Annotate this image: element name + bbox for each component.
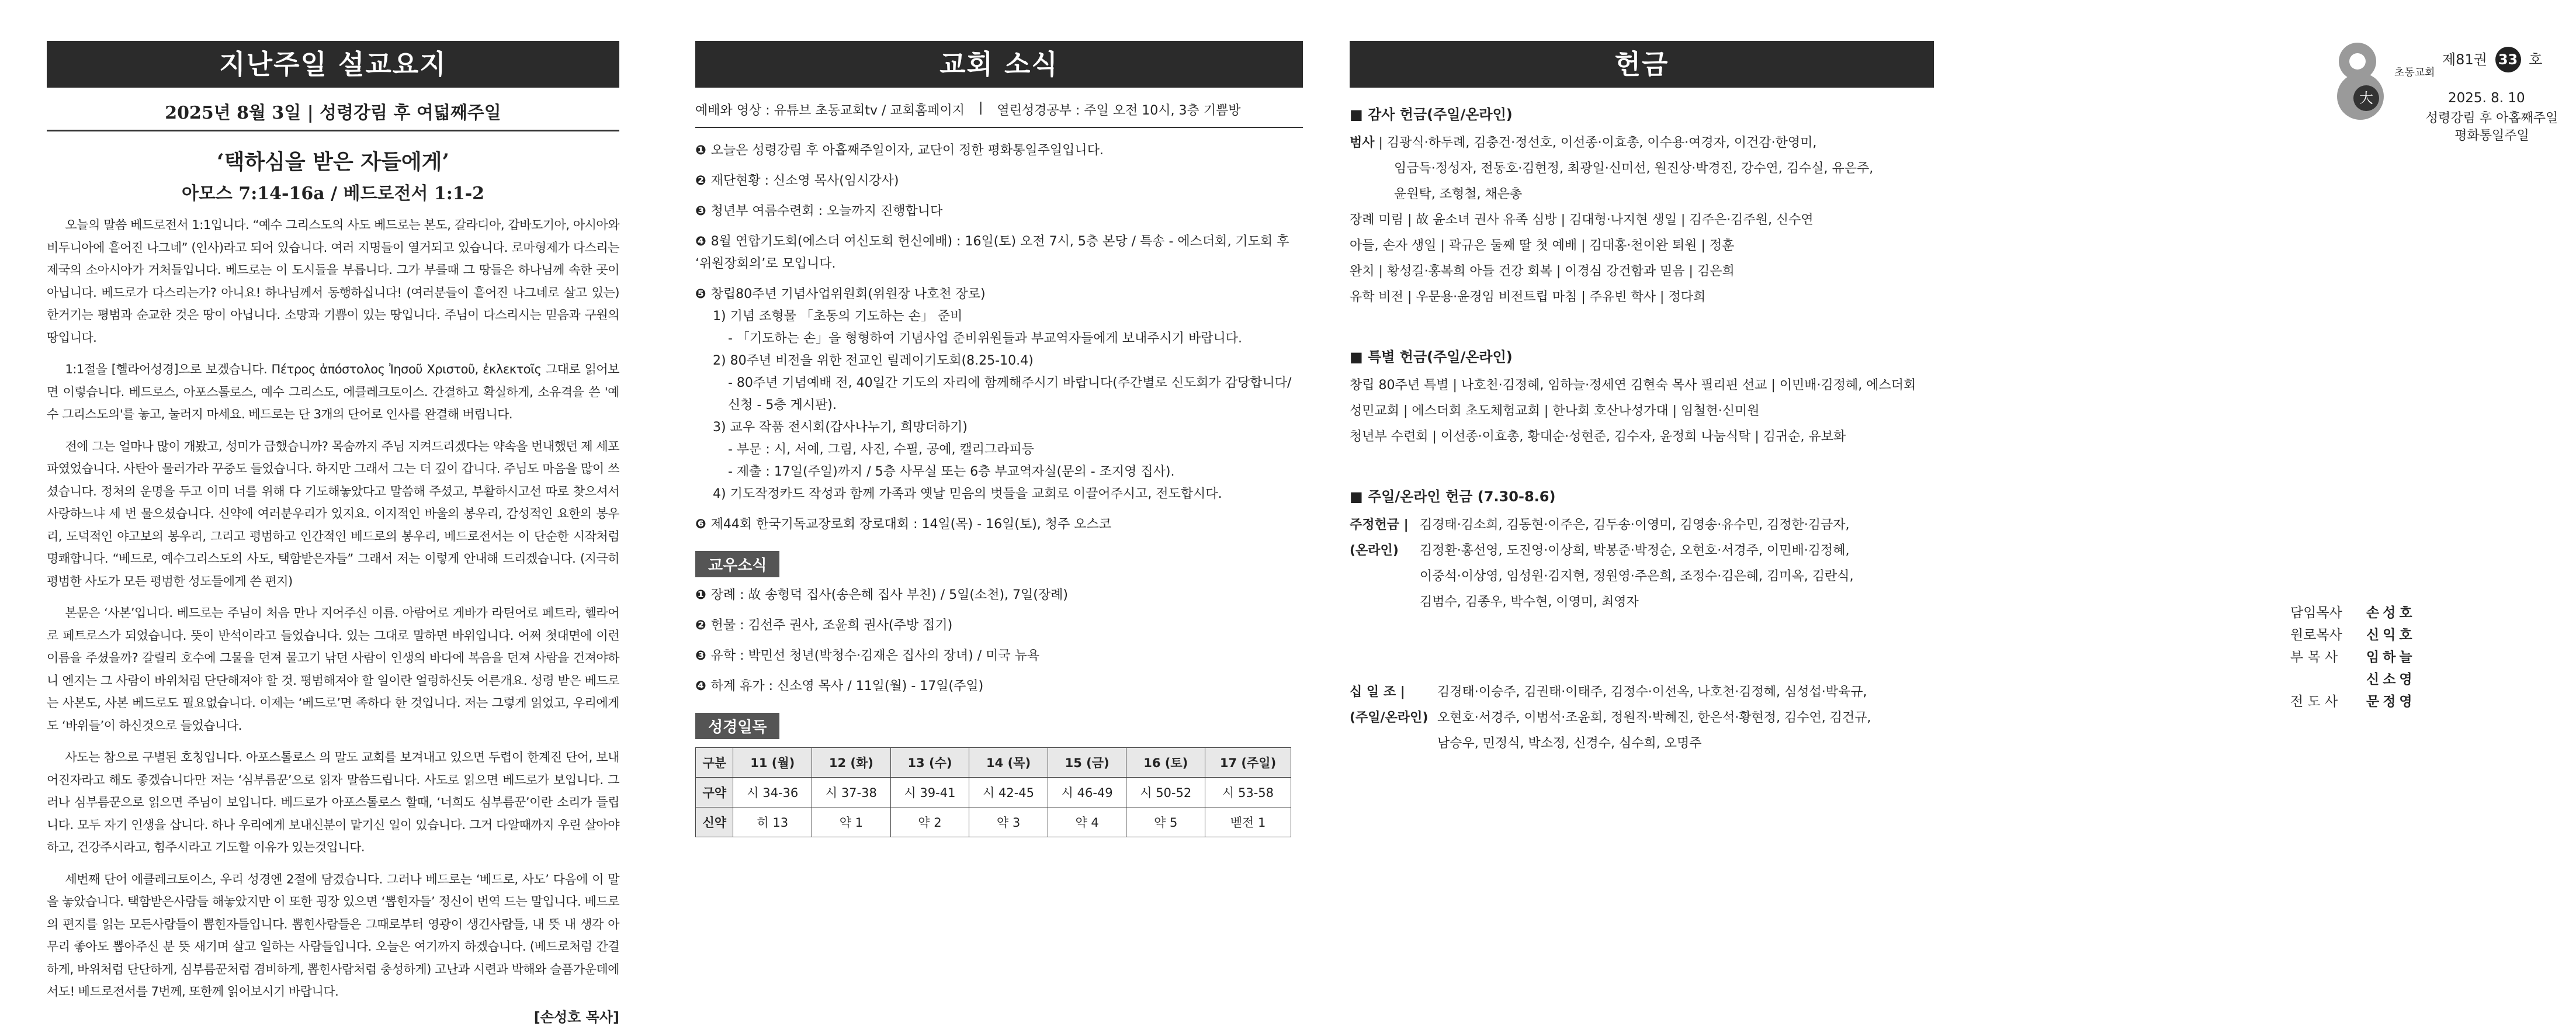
- special-offering-title: ■ 특별 헌금(주일/온라인): [1350, 349, 1513, 365]
- sub-body: - 「기도하는 손」을 형형하여 기념사업 준비위원들과 부교역자들에게 보내주시기 바랍니다.: [728, 331, 1242, 346]
- offering-label: (온라인): [1350, 543, 1399, 558]
- table-cell: 약 2: [890, 807, 969, 837]
- sub-body: - 제출 : 17일(주일)까지 / 5층 사무실 또는 6층 부교역자실(문의 - 조지영 집사).: [728, 465, 1175, 479]
- bullet-number: ❸: [695, 204, 706, 219]
- liturgical-day: [2425, 110, 2559, 145]
- news-column: [695, 41, 1303, 837]
- bullet-number: ❷: [695, 618, 706, 633]
- member-text: 헌물 : 김선주 권사, 조윤희 권사(주방 접기): [710, 618, 953, 633]
- sermon-signature: [손성호 목사]: [533, 1008, 619, 1025]
- weekly-offering-title: ■ 주일/온라인 헌금 (7.30-8.6): [1350, 488, 1556, 505]
- info-separator: |: [978, 100, 983, 115]
- weekly-offering-list: [1350, 512, 1934, 615]
- table-header: 13 (수): [890, 748, 969, 778]
- church-logo-icon: [2325, 35, 2395, 123]
- bullet-number: ❹: [695, 679, 706, 694]
- offering-names: 이중석·이상영, 임성원·김지현, 정원영·주은희, 조정수·김은혜, 김미옥, 김란식,: [1420, 569, 1854, 584]
- sub-title: 4) 기도작정카드 작성과 함께 가족과 옛날 믿음의 벗들을 교회로 이끌어주시고, 전도합시다.: [713, 487, 1222, 501]
- staff-row: [2290, 602, 2536, 624]
- issue-suffix: 호: [2529, 51, 2543, 68]
- special-offering-list: [1350, 373, 1934, 450]
- member-item: [695, 584, 1303, 606]
- member-text: 유학 : 박민선 청년(박청수·김재은 집사의 장녀) / 미국 뉴욕: [710, 649, 1040, 663]
- table-cell: 약 1: [812, 807, 891, 837]
- svg-text:大: 大: [2359, 90, 2373, 106]
- staff-role: 원로목사: [2290, 628, 2342, 643]
- table-cell: 시 50-52: [1126, 778, 1205, 807]
- table-cell: 히 13: [733, 807, 812, 837]
- table-header-row: [696, 748, 1291, 778]
- staff-name: 신소영: [2366, 672, 2416, 687]
- table-cell: 시 37-38: [812, 778, 891, 807]
- news-text: 청년부 여름수련회 : 오늘까지 진행합니다: [710, 204, 943, 219]
- staff-row: [2290, 668, 2536, 691]
- table-header: 17 (주일): [1205, 748, 1291, 778]
- offering-names: 오현호·서경주, 이범석·조윤희, 정원직·박혜진, 한은석·황현정, 김수연, 김건규,: [1437, 710, 1871, 725]
- offering-names: 김정환·홍선영, 도진영·이상희, 박봉준·박정순, 오현호·서경주, 이민배·김정혜,: [1420, 543, 1850, 558]
- offering-line: 유학 비전 | 우문용·윤경임 비전트립 마침 | 주유빈 학사 | 정다희: [1350, 290, 1706, 304]
- offering-header: 헌금: [1350, 41, 1934, 88]
- issue-volume: [2442, 47, 2542, 72]
- member-item: [695, 615, 1303, 637]
- tithe-list: [1350, 680, 1934, 757]
- staff-name: 임하늘: [2366, 650, 2416, 665]
- sermon-paragraph: 본문은 ‘사본’입니다. 베드로는 주님이 처음 만나 지어주신 이름. 아람어로 게바가 라틴어로 페트라, 헬라어로 페트로스가 되었습니다. 뜻이 반석이라고 들었습니다. 있는 그대로 말하면 바위입니다. 어쩌 첫대면에 이런 이름을 주셨을까? 갈릴리 호수에 그물을 던져 물고기 낚던 사람이 인생의 바다에 복음을 던져 사람을 건져야하니 엔지는 그 사람이 바위처럼 단단해져야 할 것. 평범해져야 할 일이란 얼렁하신듯 어른개요. 성령 받은 베드로는 사본도, 사본 베드로도 필요없습니다. 이제는 ‘베드로’면 족하다 한 것입니다. 저는 그렇게 읽었고, 우리에게도 ‘바위들’이 하신것으로 들었습니다.: [47, 606, 619, 733]
- staff-name: 신익호: [2366, 628, 2416, 643]
- sermon-header: 지난주일 설교요지: [47, 41, 619, 88]
- table-cell: 약 5: [1126, 807, 1205, 837]
- bible-reading-table: [695, 747, 1291, 837]
- bible-reading-tag: 성경일독: [695, 713, 779, 739]
- news-text: 재단현황 : 신소영 목사(임시강사): [710, 174, 899, 188]
- bulletin-date: 2025. 8. 10: [2448, 91, 2525, 106]
- offering-line: 범사 | 김광식·하두례, 김충건·정선호, 이선종·이효총, 이수용·여경자, 이건감·한영미,: [1350, 136, 1817, 150]
- news-item: [695, 200, 1303, 223]
- offering-line: 장례 미림 | 故 윤소녀 권사 유족 심방 | 김대형·나지현 생일 | 김주은·김주원, 신수연: [1350, 213, 1814, 227]
- offering-names: 남승우, 민정식, 박소정, 신경수, 심수희, 오명주: [1437, 736, 1702, 751]
- table-cell: 벧전 1: [1205, 807, 1291, 837]
- member-item: [695, 645, 1303, 667]
- staff-row: [2290, 691, 2536, 713]
- table-header: 15 (금): [1048, 748, 1126, 778]
- news-text: 창립80주년 기념사업위원회(위원장 나호천 장로): [710, 287, 986, 301]
- offering-label: 주정헌금 |: [1350, 518, 1409, 532]
- table-cell: 구약: [696, 778, 733, 807]
- sub-body: - 부문 : 시, 서예, 그림, 사진, 수필, 공예, 캘리그라피등: [728, 442, 1035, 457]
- news-text: 8월 연합기도회(에스더 여신도회 헌신예배) : 16일(토) 오전 7시, 5층 본당 / 특송 - 에스더회, 기도회 후 ‘위원장회의’로 모입니다.: [695, 234, 1289, 271]
- staff-role: 담임목사: [2290, 605, 2342, 621]
- staff-role: 부 목 사: [2290, 650, 2338, 665]
- staff-name: 손성호: [2366, 605, 2416, 621]
- thanks-offering-list: [1350, 130, 1934, 310]
- table-cell: 시 39-41: [890, 778, 969, 807]
- sermon-title: ‘택하심을 받은 자들에게’: [217, 150, 449, 174]
- offering-line: 청년부 수련회 | 이선종·이효총, 황대순·성현준, 김수자, 윤정희 나눔식탁 | 김귀순, 유보화: [1350, 429, 1846, 444]
- liturgical-day-line: 성령강림 후 아홉째주일: [2425, 111, 2558, 126]
- bullet-number: ❻: [695, 517, 706, 532]
- sermon-reference: 아모스 7:14-16a / 베드로전서 1:1-2: [181, 183, 485, 204]
- offering-line: 윤원탁, 조형철, 채은총: [1394, 187, 1523, 202]
- liturgical-day-line: 평화통일주일: [2454, 129, 2529, 143]
- bullet-number: ❸: [695, 649, 706, 663]
- sermon-paragraph: 사도는 참으로 구별된 호칭입니다. 아포스톨로스 의 말도 교회를 보겨내고 있으면 두렵이 한계진 단어, 보내어진자라고 해도 좋겠습니다만 저는 ‘심부름꾼’으로 읽자 말씀드립니다. 사도로 읽으면 베드로가 보입니다. 그러나 심부름꾼으로 읽으면 주님이 보입니다. 베드로가 아포스톨로스 할때, ‘너희도 심부름꾼’이란 소리가 들립니다. 모두 자기 인생을 삽니다. 하나 우리에게 보내신분이 맡기신 일이 있습니다. 그거 다알때까지 우린 살아야하고, 건강주시라고, 힘주시라고 기도할 이유가 있는것입니다.: [47, 750, 619, 854]
- table-cell: 약 4: [1048, 807, 1126, 837]
- table-header: 구분: [696, 748, 733, 778]
- offering-line: 아들, 손자 생일 | 곽규은 둘째 딸 첫 예배 | 김대홍·천이완 퇴원 | 정훈: [1350, 238, 1735, 253]
- news-item: [695, 514, 1303, 536]
- news-list: [695, 140, 1303, 536]
- table-row: [696, 778, 1291, 807]
- table-cell: 신약: [696, 807, 733, 837]
- news-header: 교회 소식: [695, 41, 1303, 88]
- members-list: [695, 584, 1303, 698]
- news-item: [695, 283, 1303, 505]
- offering-label: (주일/온라인): [1350, 710, 1429, 725]
- table-cell: 시 42-45: [969, 778, 1048, 807]
- sermon-date-line: 2025년 8월 3일 | 성령강림 후 여덟째주일: [47, 98, 619, 131]
- offering-column: [1350, 41, 1934, 757]
- sermon-paragraph: 세번째 단어 에클레크토이스, 우리 성경엔 2절에 담겼습니다. 그러나 베드로는 ‘베드로, 사도’ 다음에 이 말을 놓았습니다. 택함받은사람들 해놓았지만 이 또한 굉장 있으면 ‘뽑힌자들’ 정신이 번역 드는 말입니다. 베드로의 편지를 읽는 모든사람들이 뽑힌자들입니다. 뽑힌사람들은 그때로부터 영광이 생긴사람들, 내 뜻 내 생각 아무리 좋아도 뽑아주신 분 뜻 새기며 살고 일하는 사람들입니다. 오늘은 여기까지 하겠습니다. (베드로처럼 간결하게, 바위처럼 단단하게, 심부름꾼처럼 겸비하게, 뽑힌사람처럼 충성하게) 고난과 시련과 박해와 슬픔가운데에서도! 베드로전서를 7번께, 또한께 읽어보시기 바랍니다.: [47, 872, 619, 999]
- members-tag: 교우소식: [695, 551, 779, 577]
- member-text: 장례 : 故 송형덕 집사(송은혜 집사 부친) / 5일(소천), 7일(장례): [710, 588, 1068, 602]
- offering-label: 십 일 조 |: [1350, 685, 1405, 699]
- offering-label: 범사: [1350, 136, 1375, 150]
- news-item: [695, 140, 1303, 162]
- bullet-number: ❹: [695, 234, 706, 249]
- offering-line: 창립 80주년 특별 | 나호천·김정혜, 임하늘·정세연 김현숙 목사 필리핀 선교 | 이민배·김정혜, 에스더회: [1350, 378, 1916, 393]
- offering-names: 김경태·이승주, 김권태·이태주, 김정수·이선옥, 나호천·김정혜, 심성섭·박육규,: [1437, 685, 1867, 699]
- staff-row: [2290, 646, 2536, 668]
- offering-names: 김광식·하두례, 김충건·정선호, 이선종·이효총, 이수용·여경자, 이건감·한영미,: [1386, 136, 1817, 150]
- offering-line: 임금득·정성자, 전동호·김현정, 최광일·신미선, 원진상·박경진, 강수연, 김수실, 유은주,: [1394, 161, 1874, 176]
- staff-role: [2290, 668, 2366, 691]
- bullet-number: ❶: [695, 588, 706, 602]
- thanks-offering-title: ■ 감사 헌금(주일/온라인): [1350, 106, 1513, 123]
- sub-title: 1) 기념 조형물 「초동의 기도하는 손」 준비: [713, 309, 963, 324]
- table-header: 16 (토): [1126, 748, 1205, 778]
- worship-info-bar: [695, 100, 1303, 128]
- bullet-number: ❶: [695, 143, 706, 158]
- staff-name: 문정영: [2366, 694, 2416, 709]
- staff-role: 전 도 사: [2290, 694, 2338, 709]
- issue-number-badge: 33: [2495, 47, 2521, 72]
- offering-names: 김범수, 김종우, 박수현, 이영미, 최영자: [1420, 595, 1639, 609]
- offering-names: 김경태·김소희, 김동현·이주은, 김두송·이영미, 김영송·유수민, 김정한·김금자,: [1420, 518, 1850, 532]
- table-header: 14 (목): [969, 748, 1048, 778]
- sermon-paragraph: 1:1절을 [헬라어성경]으로 보겠습니다. Πέτρος ἀπόστολος Ἰησοῦ Χριστοῦ, ἐκλεκτοῖς 그대로 읽어보면 이렇습니다. 베드로스, 아포스톨로스, 예수 그리스도, 에클레크토이스. 간결하고 확실하게, 소유격을 쓴 '예수 그리스도의'를 놓고, 눌러지 마세요. 베드로는 단 3개의 단어로 인사를 완결해 버립니다.: [47, 362, 619, 421]
- news-item: [695, 170, 1303, 192]
- bullet-number: ❷: [695, 174, 706, 188]
- table-header: 11 (월): [733, 748, 812, 778]
- offering-line: 성민교회 | 에스더회 초도체험교회 | 한나회 호산나성가대 | 임철헌·신미원: [1350, 404, 1760, 418]
- news-item: [695, 231, 1303, 275]
- sermon-paragraph: 오늘의 말씀 베드로전서 1:1입니다. “예수 그리스도의 사도 베드로는 본도, 갈라디아, 갑바도기아, 아시아와 비두니아에 흩어진 나그네” (인사)라고 되어 있습니다. 여러 지명들이 열거되고 있습니다. 로마형제가 다스리는 제국의 소아시아가 거처들입니다. 베드로는 이 도시들을 부릅니다. 그가 부를때 그 땅들은 하나님께 속한 곳이 아닙니다. 베드로가 다스리는가? 아니요! 하나님께서 동행하십니다! (여러분들이 흩어진 나그네로 살고 있는)한거기는 평범과 순교한 것은 땅이 아닙니다. 소망과 기쁨이 있는 땅입니다. 주님이 다스리시는 믿음과 구원의 땅입니다.: [47, 218, 619, 345]
- sub-title: 3) 교우 작품 전시회(갑사나누기, 희망더하기): [713, 420, 968, 435]
- bible-study-info: 열린성경공부 : 주일 오전 10시, 3층 기쁨방: [997, 103, 1241, 118]
- table-cell: 시 53-58: [1205, 778, 1291, 807]
- staff-list: [2290, 602, 2536, 713]
- table-cell: 시 34-36: [733, 778, 812, 807]
- volume-label: 제81권: [2442, 51, 2487, 68]
- church-name: 초동교회: [2394, 67, 2435, 79]
- member-item: [695, 675, 1303, 698]
- sermon-paragraph: 전에 그는 얼마나 많이 개봤고, 성미가 급했습니까? 목숨까지 주님 지켜드리겠다는 약속을 번내했던 제 세포파였었습니다. 사탄아 물러가라 꾸중도 들었습니다. 하지만 그래서 그는 더 깊이 갑니다. 주님도 마음을 많이 쓰셨습니다. 정처의 운명을 두고 이미 너를 위해 다 기도해놓았다고 말씀해 주셨고, 부활하시고선 따로 찾으셔서 사랑하느냐 세 번 물으셨습니다. 신약에 여러분우리가 있지요. 이지적인 바울의 봉우리, 감성적인 요한의 봉우리, 도덕적인 야고보의 봉우리, 그리고 평범하고 인간적인 베드로의 봉우리, 베드로전서는 이 단순한 시작처럼 명쾌합니다. “베드로, 예수그리스도의 사도, 택함받은자들” 그래서 저는 이렇게 안내해 드리겠습니다. (지극히 평범한 사도가 모든 평범한 성도들에게 쓴 편지): [47, 439, 619, 588]
- table-row: [696, 807, 1291, 837]
- bullet-number: ❺: [695, 287, 706, 301]
- news-text: 제44회 한국기독교장로회 장로대회 : 14일(목) - 16일(토), 청주 오스코: [710, 517, 1112, 532]
- table-header: 12 (화): [812, 748, 891, 778]
- staff-row: [2290, 624, 2536, 646]
- sub-title: 2) 80주년 비전을 위한 전교인 릴레이기도회(8.25-10.4): [713, 353, 1034, 368]
- sermon-column: [47, 41, 619, 1026]
- worship-video-info: 예배와 영상 : 유튜브 초동교회tv / 교회홈페이지: [695, 103, 965, 118]
- member-text: 하계 휴가 : 신소영 목사 / 11일(월) - 17일(주일): [710, 679, 984, 694]
- news-text: 오늘은 성령강림 후 아홉째주일이자, 교단이 정한 평화통일주일입니다.: [710, 143, 1104, 158]
- sub-body: - 80주년 기념예배 전, 40일간 기도의 자리에 함께해주시기 바랍니다(주간별로 신도회가 감당합니다/신청 - 5층 게시판).: [728, 376, 1292, 413]
- table-cell: 약 3: [969, 807, 1048, 837]
- offering-line: 완치 | 황성길·홍복희 아들 건강 회복 | 이경심 강건함과 믿음 | 김은희: [1350, 264, 1735, 279]
- table-cell: 시 46-49: [1048, 778, 1126, 807]
